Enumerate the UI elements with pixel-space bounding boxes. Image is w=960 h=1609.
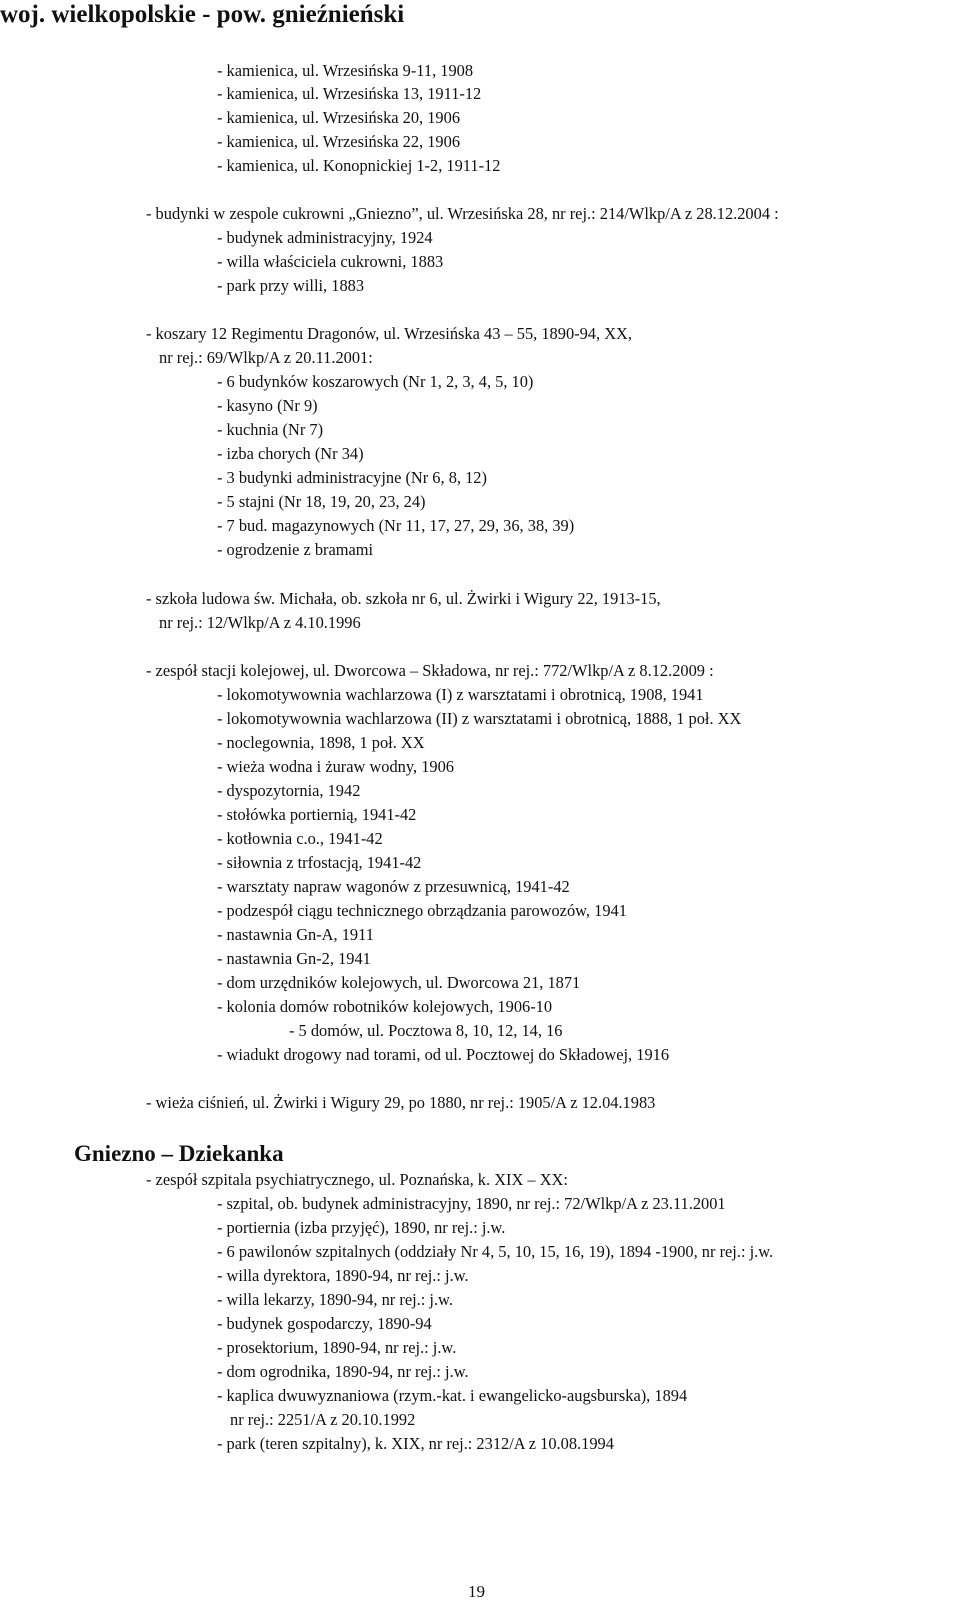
list-item: - koszary 12 Regimentu Dragonów, ul. Wrzesińska 43 – 55, 1890-94, XX, xyxy=(146,324,632,343)
list-item: nr rej.: 12/Wlkp/A z 4.10.1996 xyxy=(159,613,361,632)
list-item: - lokomotywownia wachlarzowa (II) z warsztatami i obrotnicą, 1888, 1 poł. XX xyxy=(217,709,742,728)
list-item: - portiernia (izba przyjęć), 1890, nr rej.: j.w. xyxy=(217,1218,506,1237)
list-item: - budynki w zespole cukrowni „Gniezno”, ul. Wrzesińska 28, nr rej.: 214/Wlkp/A z 28.12.2004 : xyxy=(146,204,779,223)
list-item: - kamienica, ul. Konopnickiej 1-2, 1911-12 xyxy=(217,156,501,175)
list-item: - willa dyrektora, 1890-94, nr rej.: j.w. xyxy=(217,1266,469,1285)
list-item: - stołówka portiernią, 1941-42 xyxy=(217,805,417,824)
list-item: - willa lekarzy, 1890-94, nr rej.: j.w. xyxy=(217,1290,453,1309)
list-item: - kasyno (Nr 9) xyxy=(217,396,318,415)
list-item: - wiadukt drogowy nad torami, od ul. Pocztowej do Składowej, 1916 xyxy=(217,1045,670,1064)
list-item: - dom urzędników kolejowych, ul. Dworcowa 21, 1871 xyxy=(217,973,581,992)
list-item: - budynek gospodarczy, 1890-94 xyxy=(217,1314,432,1333)
page-number: 19 xyxy=(468,1582,485,1601)
list-item: - kamienica, ul. Wrzesińska 20, 1906 xyxy=(217,108,461,127)
list-item: - 5 domów, ul. Pocztowa 8, 10, 12, 14, 16 xyxy=(289,1021,563,1040)
list-item: - zespół szpitala psychiatrycznego, ul. Poznańska, k. XIX – XX: xyxy=(146,1170,568,1189)
list-item: - warsztaty napraw wagonów z przesuwnicą, 1941-42 xyxy=(217,877,570,896)
list-item: - nastawnia Gn-2, 1941 xyxy=(217,949,371,968)
list-item: - 3 budynki administracyjne (Nr 6, 8, 12) xyxy=(217,468,487,487)
list-item: - kamienica, ul. Wrzesińska 22, 1906 xyxy=(217,132,461,151)
list-item: - park (teren szpitalny), k. XIX, nr rej.: 2312/A z 10.08.1994 xyxy=(217,1434,614,1453)
list-item: nr rej.: 2251/A z 20.10.1992 xyxy=(230,1410,416,1429)
list-item: - kamienica, ul. Wrzesińska 9-11, 1908 xyxy=(217,61,474,80)
list-item: - kolonia domów robotników kolejowych, 1906-10 xyxy=(217,997,553,1016)
list-item: - lokomotywownia wachlarzowa (I) z warsztatami i obrotnicą, 1908, 1941 xyxy=(217,685,704,704)
list-item: - szpital, ob. budynek administracyjny, 1890, nr rej.: 72/Wlkp/A z 23.11.2001 xyxy=(217,1194,726,1213)
section-title: Gniezno – Dziekanka xyxy=(74,1141,284,1166)
list-item: - kamienica, ul. Wrzesińska 13, 1911-12 xyxy=(217,84,482,103)
list-item: - dyspozytornia, 1942 xyxy=(217,781,361,800)
list-item: - 6 pawilonów szpitalnych (oddziały Nr 4, 5, 10, 15, 16, 19), 1894 -1900, nr rej.: j.w. xyxy=(217,1242,774,1261)
list-item: - siłownia z trfostacją, 1941-42 xyxy=(217,853,422,872)
list-item: - izba chorych (Nr 34) xyxy=(217,444,364,463)
list-item: nr rej.: 69/Wlkp/A z 20.11.2001: xyxy=(159,348,373,367)
list-item: - wieża ciśnień, ul. Żwirki i Wigury 29, po 1880, nr rej.: 1905/A z 12.04.1983 xyxy=(146,1093,656,1112)
list-item: - dom ogrodnika, 1890-94, nr rej.: j.w. xyxy=(217,1362,469,1381)
list-item: - kaplica dwuwyznaniowa (rzym.-kat. i ewangelicko-augsburska), 1894 xyxy=(217,1386,688,1405)
list-item: - wieża wodna i żuraw wodny, 1906 xyxy=(217,757,454,776)
page-header: woj. wielkopolskie - pow. gnieźnieński xyxy=(0,1,405,28)
list-item: - zespół stacji kolejowej, ul. Dworcowa – Składowa, nr rej.: 772/Wlkp/A z 8.12.2009 : xyxy=(146,661,714,680)
list-item: - willa właściciela cukrowni, 1883 xyxy=(217,252,444,271)
list-item: - 5 stajni (Nr 18, 19, 20, 23, 24) xyxy=(217,492,426,511)
list-item: - budynek administracyjny, 1924 xyxy=(217,228,433,247)
list-item: - kotłownia c.o., 1941-42 xyxy=(217,829,383,848)
list-item: - kuchnia (Nr 7) xyxy=(217,420,324,439)
list-item: - 6 budynków koszarowych (Nr 1, 2, 3, 4, 5, 10) xyxy=(217,372,534,391)
list-item: - prosektorium, 1890-94, nr rej.: j.w. xyxy=(217,1338,457,1357)
list-item: - 7 bud. magazynowych (Nr 11, 17, 27, 29, 36, 38, 39) xyxy=(217,516,575,535)
list-item: - szkoła ludowa św. Michała, ob. szkoła nr 6, ul. Żwirki i Wigury 22, 1913-15, xyxy=(146,589,661,608)
list-item: - podzespół ciągu technicznego obrządzania parowozów, 1941 xyxy=(217,901,627,920)
list-item: - park przy willi, 1883 xyxy=(217,276,365,295)
list-item: - nastawnia Gn-A, 1911 xyxy=(217,925,374,944)
list-item: - noclegownia, 1898, 1 poł. XX xyxy=(217,733,425,752)
list-item: - ogrodzenie z bramami xyxy=(217,540,374,559)
